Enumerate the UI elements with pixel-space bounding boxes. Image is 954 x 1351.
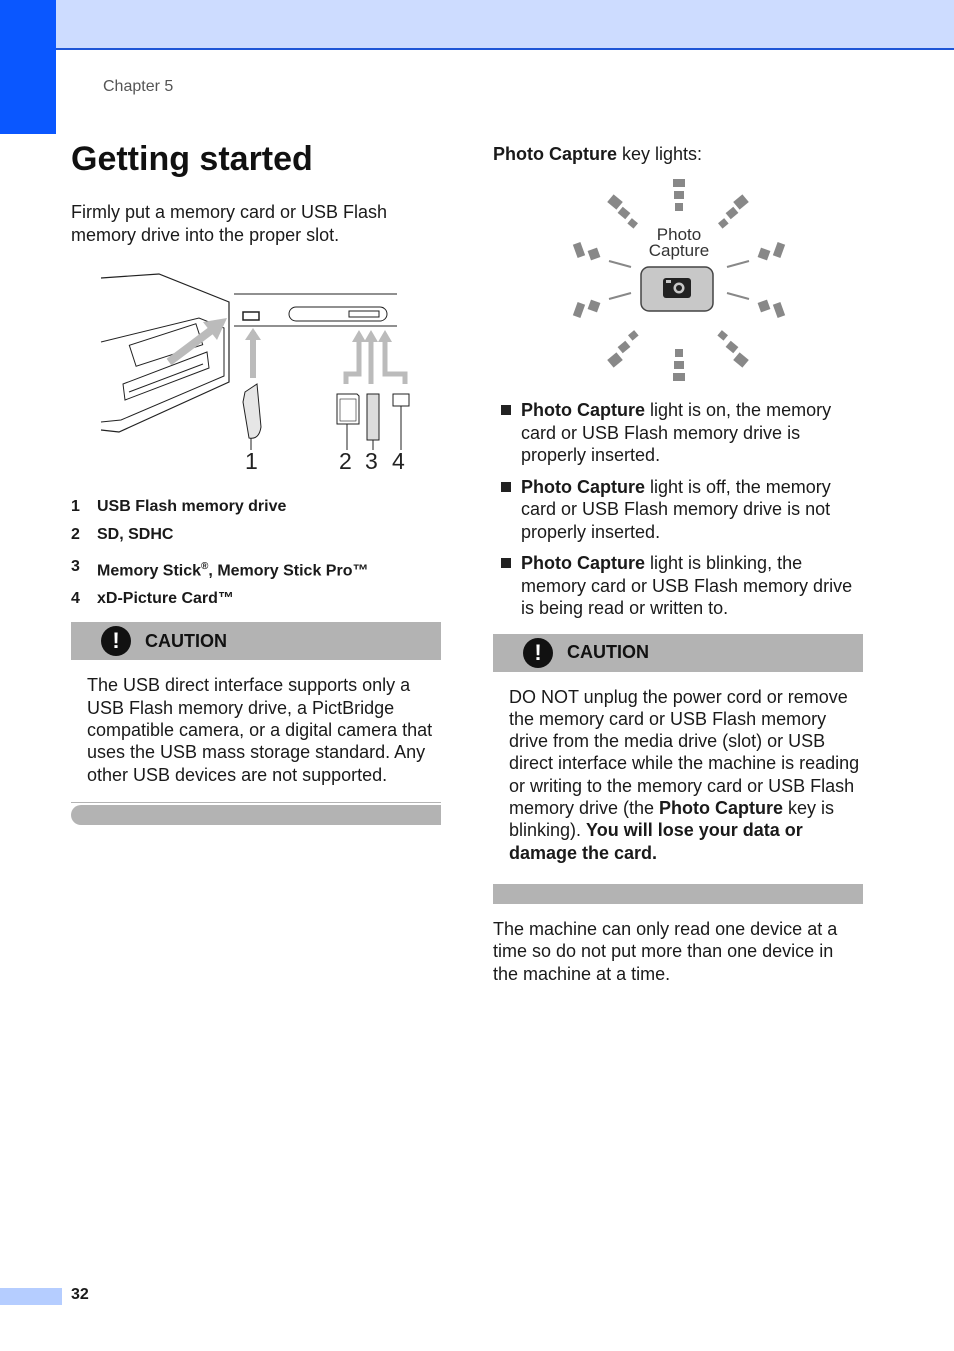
machine-drawing [99,272,439,452]
page-number-bar [0,1288,62,1305]
left-column [71,140,441,825]
caution-header [71,622,441,660]
key-caption-line1: Photo [656,225,702,244]
chapter-label: Chapter 5 [103,78,174,95]
page-number: 32 [71,1286,89,1303]
bullet-bold: Photo Capture [521,400,645,420]
figure-label-4: 4 [392,448,405,474]
photo-capture-key-illustration [569,179,789,389]
registered-mark: ® [201,561,209,572]
caution-footer [493,882,863,904]
legend-text: USB Flash memory drive [97,498,287,515]
key-lights-heading [493,144,863,165]
caution-box [493,634,863,904]
figure-legend [71,498,441,608]
caution-text [493,672,863,864]
legend-number: 3 [71,558,80,575]
legend-item [71,590,441,608]
legend-item [71,498,441,516]
key-caption-line2: Capture [648,241,710,260]
bullet-text: light is off, the memory card or USB Flash memory drive is not properly inserted. [521,476,831,542]
caution-text: The USB direct interface supports only a USB Flash memory drive, a PictBridge compatible camera, or a digital camera that uses the USB mass storage standard. Any other USB devices are not supported. [87,675,433,785]
legend-text: SD, SDHC [97,526,174,543]
caution-text-part: key is blinking). [509,797,835,841]
key-lights-text: key lights: [617,144,703,164]
chapter-tab [0,0,56,134]
caution-title: CAUTION [567,642,649,662]
legend-number: 4 [71,590,80,608]
bullet-bold: Photo Capture [521,476,645,497]
bullet-text: light is blinking, the memory card or USB Flash memory drive is being read or written to. [521,553,853,618]
legend-item [71,526,441,544]
list-item [493,552,863,620]
list-item [493,476,863,544]
key-caption [631,227,727,259]
bullet-square-icon [501,482,511,492]
legend-text: Memory Stick [97,562,202,580]
legend-text-suffix: , Memory Stick Pro™ [208,562,369,580]
bullet-bold: Photo Capture [521,553,645,573]
list-item [493,399,863,467]
figure-label-3: 3 [365,448,378,474]
figure-label-1: 1 [245,448,258,474]
warning-icon: ! [101,626,131,656]
bullet-square-icon [501,558,511,568]
one-device-note: The machine can only read one device at a time so do not put more than one device in the machine at a time. [493,918,838,984]
header-band [0,0,954,50]
bullet-text: light is on, the memory card or USB Flash memory drive is properly inserted. [521,400,832,465]
caution-box [71,622,441,824]
status-list [493,399,863,620]
caution-footer [71,802,441,825]
legend-item [71,558,441,580]
blinking-rays [569,179,789,389]
caution-header [493,634,863,672]
caution-bold-warning: You will lose your data or damage the card. [509,820,803,863]
intro-text: Firmly put a memory card or USB Flash memory drive into the proper slot. [71,202,388,245]
page-title: Getting started [71,140,313,178]
caution-text-part: DO NOT unplug the power cord or remove the memory card or USB Flash memory drive from the media drive (slot) or USB direct interface while the machine is reading or writing to the memory card or USB Flash memory drive (the [509,686,860,818]
caution-bold-key: Photo Capture [659,797,784,818]
caution-title: CAUTION [145,630,227,651]
key-name: Photo Capture [493,144,617,164]
slot-illustration [99,272,439,482]
figure-label-2: 2 [339,448,352,474]
legend-text: xD-Picture Card™ [97,590,234,608]
bullet-square-icon [501,405,511,415]
legend-number: 2 [71,526,80,543]
legend-number: 1 [71,498,80,515]
warning-icon: ! [523,638,553,668]
right-column [493,144,863,985]
